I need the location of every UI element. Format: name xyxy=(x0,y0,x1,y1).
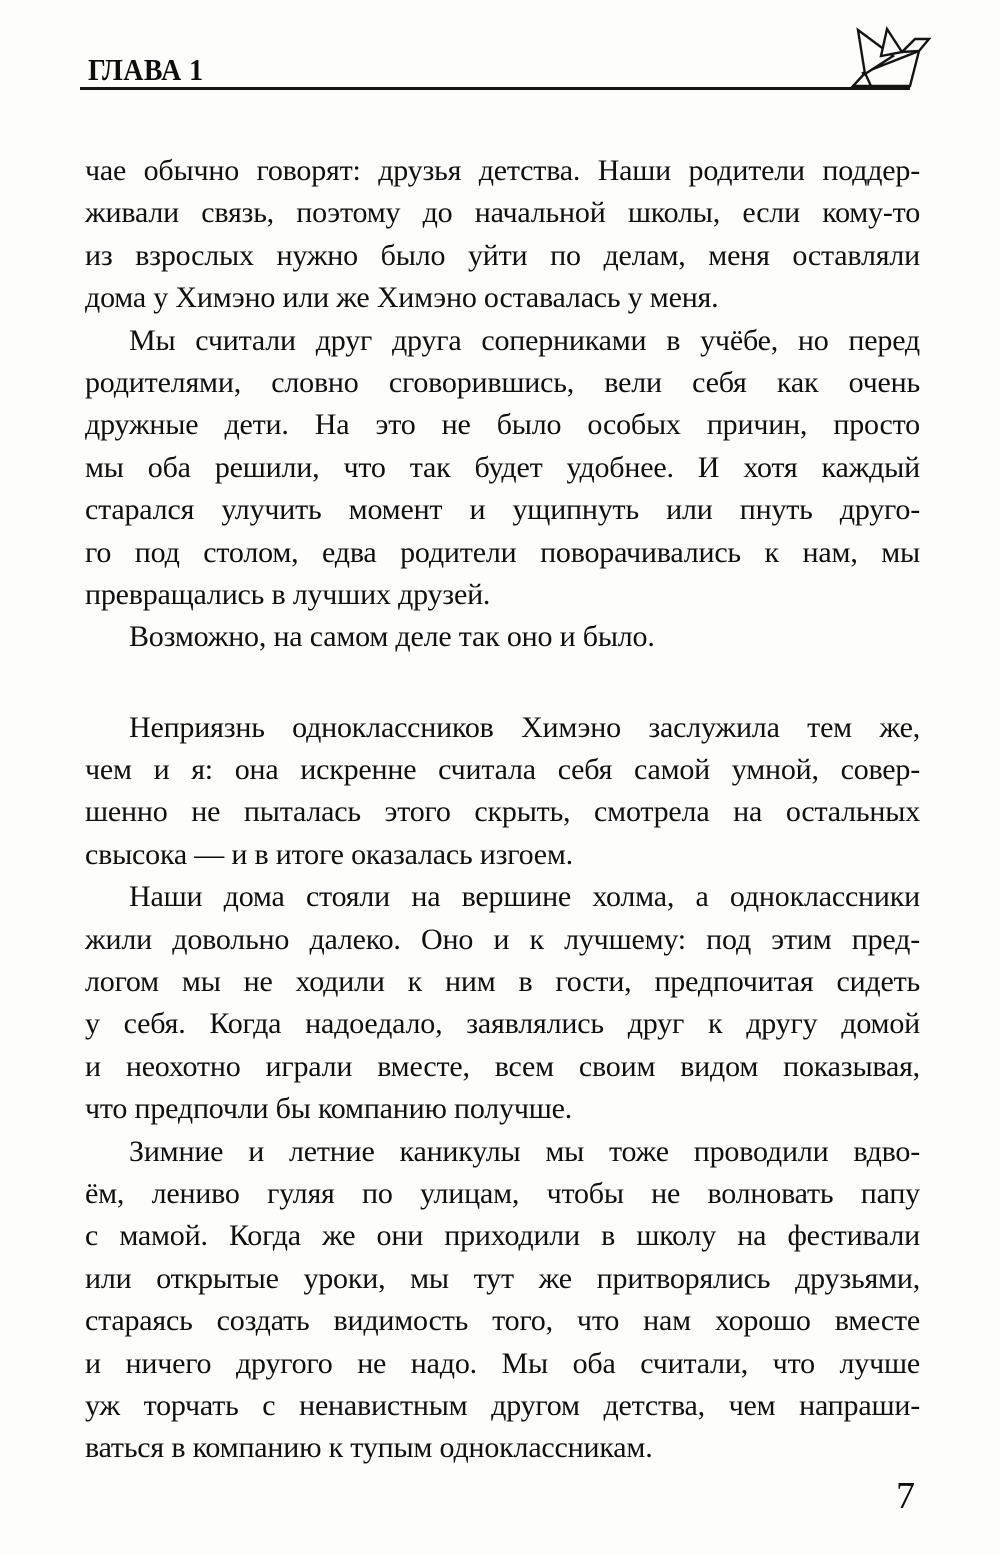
text-line: старался улучить момент и ущипнуть или пнуть друго- xyxy=(85,493,920,527)
chapter-heading: ГЛАВА 1 xyxy=(88,52,204,87)
text-line: дома у Химэно или же Химэно оставалась у меня. xyxy=(85,281,719,315)
text-line: Возможно, на самом деле так оно и было. xyxy=(129,620,655,654)
text-line: у себя. Когда надоедало, заявлялись друг к другу домой xyxy=(85,1007,920,1041)
text-line: ём, лениво гуляя по улицам, чтобы не волновать папу xyxy=(85,1176,920,1210)
text-line: го под столом, едва родители поворачивались к нам, мы xyxy=(85,535,920,569)
text-line: Неприязнь одноклассников Химэно заслужила тем же, xyxy=(129,710,920,744)
text-line: Наши дома стояли на вершине холма, а одноклассники xyxy=(129,880,920,914)
text-line: превращались в лучших друзей. xyxy=(85,577,491,611)
text-line: родителями, словно сговорившись, вели себя как очень xyxy=(85,365,920,399)
text-line: жили довольно далеко. Оно и к лучшему: под этим пред- xyxy=(85,922,920,956)
text-line: из взрослых нужно было уйти по делам, меня оставляли xyxy=(85,238,920,272)
text-line: ваться в компанию к тупым одноклассникам. xyxy=(85,1431,653,1465)
text-line: дружные дети. На это не было особых причин, просто xyxy=(85,408,920,442)
origami-crane-icon xyxy=(845,18,945,98)
text-line: или открытые уроки, мы тут же притворялись друзьями, xyxy=(85,1261,920,1295)
text-line: живали связь, поэтому до начальной школы, если кому-то xyxy=(85,196,920,230)
text-line: шенно не пыталась этого скрыть, смотрела на остальных xyxy=(85,795,920,829)
text-line: свысока — и в итоге оказалась изгоем. xyxy=(85,837,573,871)
text-line: что предпочли бы компанию получше. xyxy=(85,1092,573,1126)
text-line: чем и я: она искренне считала себя самой умной, совер- xyxy=(85,753,920,787)
header-rule xyxy=(80,87,910,90)
text-block xyxy=(85,150,920,1470)
text-line: чае обычно говорят: друзья детства. Наши родители поддер- xyxy=(85,154,920,187)
text-line: логом мы не ходили к ним в гости, предпочитая сидеть xyxy=(85,965,920,999)
text-line: Мы считали друг друга соперниками в учёбе, но перед xyxy=(129,323,920,357)
text-line: и ничего другого не надо. Мы оба считали, что лучше xyxy=(85,1346,920,1380)
text-line: стараясь создать видимость того, что нам хорошо вместе xyxy=(85,1304,920,1338)
text-line: Зимние и летние каникулы мы тоже проводили вдво- xyxy=(129,1134,920,1168)
text-line: с мамой. Когда же они приходили в школу на фестивали xyxy=(85,1219,920,1253)
text-line: и неохотно играли вместе, всем своим видом показывая, xyxy=(85,1049,920,1083)
text-line: уж торчать с ненавистным другом детства, чем напраши- xyxy=(85,1388,920,1422)
text-line: мы оба решили, что так будет удобнее. И хотя каждый xyxy=(85,450,920,484)
section-break xyxy=(85,659,920,707)
page-number: 7 xyxy=(896,1475,915,1517)
